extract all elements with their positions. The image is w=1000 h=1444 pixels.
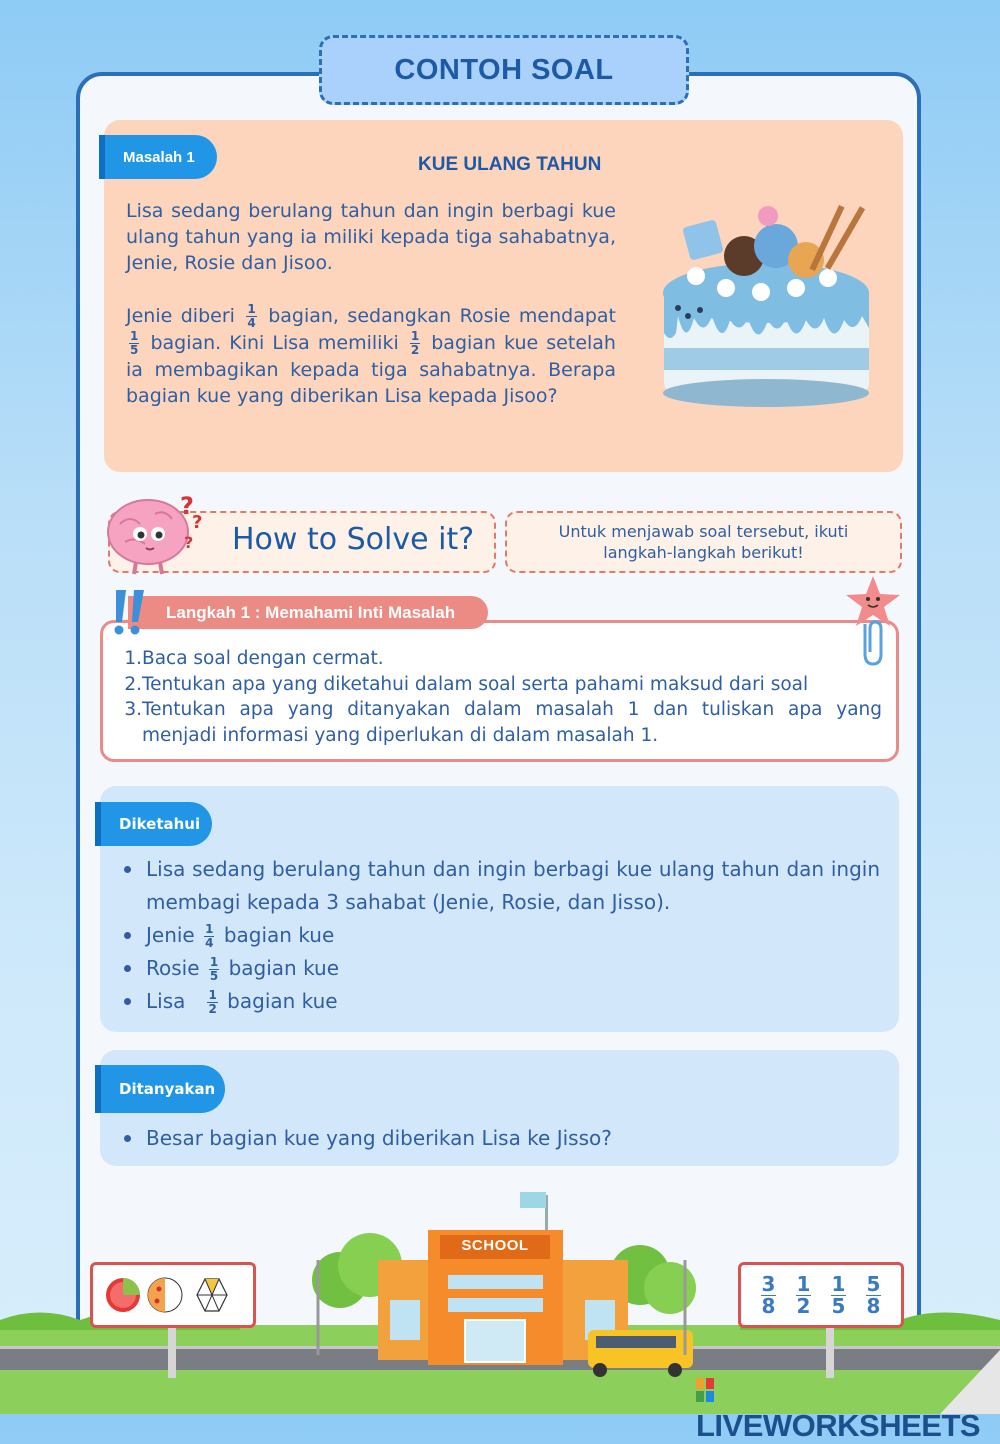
- list-item: 3. Tentukan apa yang ditanyakan dalam masalah 1 dan tuliskan apa yang menjadi informasi yang diperlukan di dalam masalah 1.: [124, 699, 882, 746]
- liveworksheets-icon: [696, 1378, 714, 1402]
- problem-paragraph-2: Jenie diberi $\frac{1}{4}$ bagian, sedangkan Rosie mendapat $\frac{1}{5}$ bagian. Kini Lisa memiliki $\frac{1}{2}$ bagian kue setelah ia membagikan kepada tiga sahabatnya. Berapa bagian kue yang diberikan Lisa kepada Jisoo?: [126, 302, 616, 407]
- birthday-cake-image: [656, 198, 876, 408]
- step-title: Langkah 1 : Memahami Inti Masalah: [128, 596, 488, 629]
- problem-badge: Masalah 1: [99, 135, 217, 179]
- list-item: Besar bagian kue yang diberikan Lisa ke Jisso?: [122, 1122, 880, 1154]
- fraction: $\frac{1}{5}$: [130, 329, 139, 357]
- list-item: Lisa sedang berulang tahun dan ingin berbagi kue ulang tahun dan ingin membagi kepada 3 sahabat (Jenie, Rosie, dan Jisso).: [122, 853, 880, 919]
- fraction: $\frac{1}{4}$: [247, 302, 256, 330]
- known-list: [122, 853, 880, 1018]
- liveworksheets-logo[interactable]: LIVEWORKSHEETS: [696, 1372, 1000, 1444]
- problem-paragraph-1: Lisa sedang berulang tahun dan ingin berbagi kue ulang tahun yang ia miliki kepada tiga sahabatnya, Jenie, Rosie dan Jisoo.: [126, 200, 616, 274]
- list-item: Lisa $\frac{1}{2}$ bagian kue: [122, 985, 880, 1018]
- fraction: $\frac{1}{2}$: [410, 329, 420, 357]
- thinking-brain-icon: [100, 484, 210, 579]
- svg-text:?: ?: [184, 533, 194, 552]
- step-list: [120, 646, 882, 748]
- instruction-hint: Untuk menjawab soal tersebut, ikuti langkah-langkah berikut!: [505, 511, 902, 573]
- problem-title: KUE ULANG TAHUN: [418, 154, 602, 175]
- list-item: Jenie $\frac{1}{4}$ bagian kue: [122, 919, 880, 952]
- list-item: 2. Tentukan apa yang diketahui dalam soal serta pahami maksud dari soal: [124, 673, 809, 695]
- how-to-solve-title: How to Solve it?: [232, 522, 475, 557]
- fraction: $\frac{3}{8}$: [761, 1271, 776, 1318]
- fraction: $\frac{1}{5}$: [831, 1271, 846, 1318]
- fraction-pies-icon: [93, 1265, 253, 1325]
- fraction-number-sign: [738, 1262, 904, 1328]
- svg-text:?: ?: [180, 492, 194, 520]
- fraction: $\frac{1}{2}$: [796, 1271, 811, 1318]
- school-sign: SCHOOL: [461, 1237, 529, 1254]
- asked-badge: Ditanyakan: [95, 1065, 225, 1113]
- fraction: $\frac{5}{8}$: [866, 1271, 881, 1318]
- asked-list: [122, 1122, 880, 1154]
- known-badge: Diketahui: [95, 802, 212, 846]
- exclamation-icon: [110, 586, 152, 638]
- fraction-pie-sign: [90, 1262, 256, 1328]
- page-title: CONTOH SOAL: [319, 35, 689, 105]
- list-item: 1. Baca soal dengan cermat.: [124, 648, 384, 669]
- svg-text:?: ?: [192, 512, 203, 533]
- list-item: Rosie $\frac{1}{5}$ bagian kue: [122, 952, 880, 985]
